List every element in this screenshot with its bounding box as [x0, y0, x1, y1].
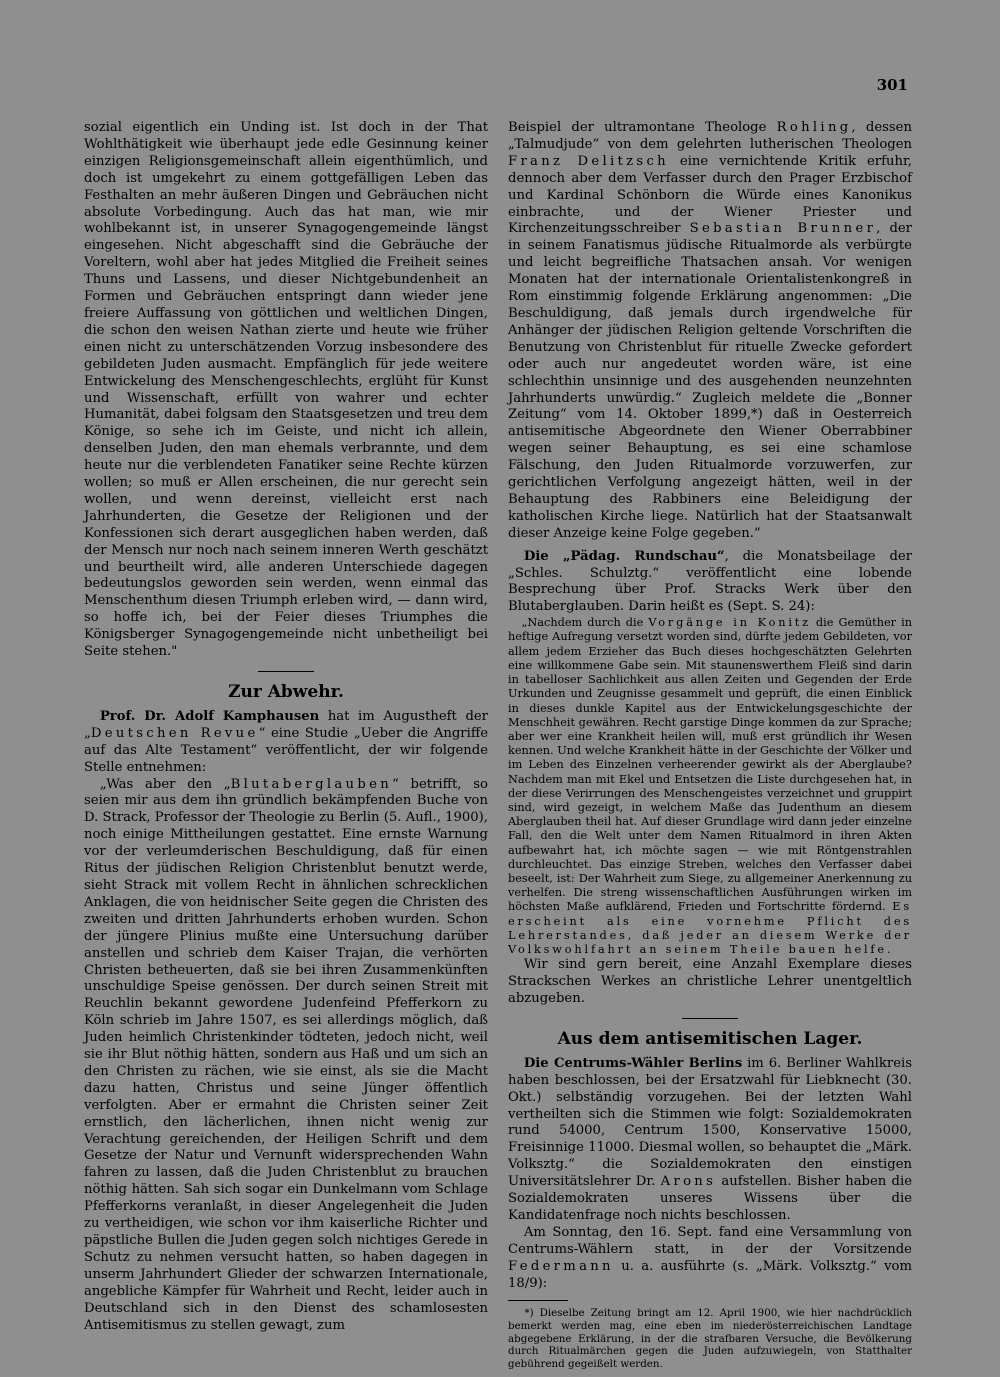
- footnote: *) Dieselbe Zeitung bringt am 12. April 1900, wie hier nachdrücklich bemerkt werden mag, eine eben im niederösterreichischen Landtage abgegebene Erklärung, in der die strafbaren Versuche, die Bevölkerung durch Ritualmärchen gegen die Juden aufzuwiegeln, von Statthalter gebührend gegeißelt werden.: [508, 1307, 912, 1370]
- text-run: „Was aber den „: [99, 776, 231, 792]
- text-run: hat im Augustheft der „: [84, 708, 488, 741]
- text-run: , der in seinem Fanatismus jüdische Ritualmorde als verbürgte und leicht begreifliche Thatsachen ansah. Vor wenigen Monaten hat der internationale Orientalistenkongreß in Rom einstimmig folgende Erklärung angenommen: „Die Beschuldigung, daß jemals durch irgendwelche für Anhänger der jüdischen Religion geltende Vorschriften die Benutzung von Christenblut für rituelle Zwecke gefordert oder auch nur angedeutet worden wäre, ist eine schlechthin unsinnige und des ausgehenden neunzehnten Jahrhunderts unwürdig.“ Zugleich meldete die „Bonner Zeitung“ vom 14. Oktober 1899,*) daß in Oesterreich antisemitische Abgeordnete den Wiener Oberrabbiner wegen seiner Behauptung, es sei eine schamlose Fälschung, den Juden Ritualmorde vorzuwerfen, zur gerichtlichen Verfolgung angezeigt hätten, weil in der Behauptung des Rabbiners eine Beleidigung der katholischen Kirche liege. Natürlich hat der Staatsanwalt dieser Anzeige keine Folge gegeben.“: [508, 221, 912, 541]
- text-run: “ betrifft, so seien mir aus dem ihn gründlich bekämpfenden Buche von D. Strack, Professor der Theologie zu Berlin (5. Aufl., 1900), noch einige Mittheilungen gestattet. Eine ernste Warnung vor der verleumderischen Beschuldigung, daß für einen Ritus der jüdischen Religion Christenblut benutzt werde, sieht Strack mit vollem Recht in ähnlichen schrecklichen Anklagen, die von heidnischer Seite gegen die Christen des zweiten und dritten Jahrhunderts erhoben wurden. Schon der jüngere Plinius mußte eine Untersuchung darüber anstellen und schrieb dem Kaiser Trajan, die verhörten Christen betheuerten, daß sie bei ihren Zusammenkünften unschuldige Speise genössen. Der durch seinen Streit mit Reuchlin bekannt gewordene Judenfeind Pfefferkorn zu Köln schrieb im Jahre 1507, es sei allerdings möglich, daß Juden heimlich Christenkinder tödteten, jedoch nicht, weil sie ihr Blut nöthig hätten, sondern aus Haß und um sich an den Christen zu rächen, wie sie einst, als sie die Macht dazu hatten, Christus und seine Jünger öffentlich verfolgten. Aber er ermahnt die Christen seiner Zeit ernstlich, den lächerlichen, ihnen nicht wenig zur Verachtung gereichenden, der Heiligen Schrift und dem Gesetze der Natur und Vernunft widersprechenden Wahn fahren zu lassen, daß die Juden Christenblut zu brauchen nöthig hätten. Sah sich sogar ein Dunkelmann vom Schlage Pfefferkorns veranlaßt, in dieser Angelegenheit die Juden zu vertheidigen, wie schon vor ihm kaiserliche Richter und päpstliche Bullen die Juden gegen solch nichtiges Gerede in Schutz zu nehmen versucht hatten, so haben dagegen in unserm Jahrhundert Glieder der schwarzen Internationale, angebliche Kämpfer für Wahrheit und Recht, leider auch in Deutschland sich in den Dienst des schamlosesten Antisemitismus zu stellen gewagt, zum: [84, 776, 488, 1333]
- section-heading-antisemitischen-lager: Aus dem antisemitischen Lager.: [557, 1028, 863, 1049]
- text-run: , die Monatsbeilage der „Schles. Schulztg.“ veröffentlicht eine lobende Besprechung über Prof. Stracks Werk über den Blutaberglauben. Darin heißt es (Sept. S. 24):: [508, 548, 913, 615]
- text-run: die Gemüther in heftige Aufregung versetzt worden sind, dürfte jedem Gebildeten, vor allem jedem Erzieher das Buch dieses hochgeschätzten Gelehrten eine willkommene Gabe sein. Mit staunenswerthem Fleiß sind darin in tabelloser Sachlichkeit aus allen Zeiten und Gegenden der Erde Urkunden und Zeugnisse gesammelt und geprüft, die einen Einblick in dieses dunkle Kapitel aus der Entwickelungsgeschichte der Menschheit gewähren. Recht garstige Dinge kommen da zur Sprache; aber wer eine Krankheit heilen will, muß erst gründlich ihr Wesen kennen. Und welche Krankheit hätte in der Geschichte der Völker und im Leben des Einzelnen verheerender gewirkt als der Aberglaube? Nachdem man mit Ekel und Entsetzen die Liste durchgesehen hat, in der diese Verirrungen des Menschengeistes verzeichnet und gruppirt sind, wird gezeigt, in welchem Maße das Judenthum an diesem Aberglauben theil hat. Auf dieser Grundlage wird dann jeder einzelne Fall, den die Welt unter dem Namen Ritualmord in ihren Akten aufbewahrt hat, ich möchte sagen — wie mit Röntgenstrahlen durchleuchtet. Das einzige Streben, welches den Verfasser dabei beseelt, ist: Der Wahrheit zum Siege, zu allgemeiner Anerkennung zu verhelfen. Die streng wissenschaftlichen Ausführungen wirken im höchsten Maße aufklärend, Frieden und Fortschritte fördernd.: [508, 616, 912, 914]
- name-rohling: Rohling: [776, 120, 852, 135]
- text-run: Beispiel der ultramontane Theologe: [508, 120, 777, 135]
- paragraph-paedag-rundschau: [508, 549, 912, 617]
- name-delitzsch: Franz Delitzsch: [508, 153, 669, 169]
- journal-title: Deutschen Revue: [90, 725, 259, 741]
- text-run: „Nachdem durch die: [521, 616, 649, 630]
- text-run: “ eine Studie „Ueber die Angriffe auf das Alte Testament“ veröffentlicht, der wir folgende Stelle entnehmen:: [84, 725, 488, 775]
- text-run: eine vernichtende Kritik erfuhr, dennoch aber dem Verfasser durch den Prager Erzbischof und Kardinal Schönborn die Würde eines Kanonikus einbrachte, und der Wiener Priester und Kirchenzeitungsschreiber: [508, 153, 912, 237]
- page-number: 301: [876, 76, 908, 94]
- quote-emphasis: Es erscheint als eine vornehme Pflicht des Lehrerstandes, daß jeder an diesem Werke der Volkswohlfahrt an seinem Theile bauen helfe.: [508, 900, 912, 956]
- item-title: Die Centrums-Wähler Berlins: [523, 1055, 743, 1071]
- item-title: Die „Pädag. Rundschau“: [523, 548, 725, 564]
- paragraph-centrums-waehler: [508, 1056, 912, 1225]
- name-brunner: Sebastian Brunner: [689, 221, 877, 237]
- quote-block: [508, 616, 912, 957]
- footnote-rule: [508, 1300, 568, 1301]
- name-arons: Arons: [660, 1174, 717, 1190]
- text-run: u. a. ausführte (s. „Märk. Volksztg.“ vom 18/9):: [508, 1258, 912, 1291]
- text-run: aufstellen. Bisher haben die Sozialdemokraten unseres Wissens über die Kandidatenfrage noch nichts beschlossen.: [508, 1174, 913, 1223]
- left-column: [84, 120, 488, 1334]
- paragraph-continuation-right: [508, 120, 912, 543]
- text-run: Am Sonntag, den 16. Sept. fand eine Versammlung von Centrums-Wählern statt, in der der Vorsitzende: [508, 1224, 912, 1257]
- section-divider: [258, 671, 314, 672]
- name-federmann: Federmann: [508, 1258, 614, 1274]
- right-column: [508, 120, 912, 1370]
- text-run: im 6. Berliner Wahlkreis haben beschlossen, bei der Ersatzwahl für Liebknecht (30. Okt.) selbständig vorzugehen. Bei der letzten Wahl vertheilten sich die Stimmen wie folgt: Sozialdemokraten rund 54000, Centrum 1500, Konservative 15000, Freisinnige 11000. Diesmal wollen, so behauptet die „Märk. Volksztg.“ die Sozialdemokraten den einstigen Universitätslehrer Dr.: [508, 1055, 912, 1190]
- term-konitz: Vorgänge in Konitz: [648, 616, 811, 630]
- section-heading-zur-abwehr: Zur Abwehr.: [228, 682, 344, 702]
- paragraph-versammlung: [508, 1225, 912, 1293]
- paragraph-kamphausen: [84, 709, 488, 777]
- text-run: , dessen „Talmudjude“ von dem gelehrten lutherischen Theologen: [508, 120, 912, 152]
- paragraph-continuation: sozial eigentlich ein Unding ist. Ist doch in der That Wohlthätigkeit wie überhaupt jede edle Gesinnung keiner einzigen Religionsgemeinschaft allein eigenthümlich, und doch ist umgekehrt zu einem gottgefälligen Leben das Festhalten an mehr äußeren Dingen und Gebräuchen nicht absolute Vorbedingung. Auch das hat man, wie mir wohlbekannt ist, in unserer Synagogengemeinde längst eingesehen. Nicht abgeschafft sind die Gebräuche der Voreltern, wohl aber hat jedes Mitglied die Freiheit seines Thuns und Lassens, und dieser Nichtgebundenheit an Formen und Gebräuchen entspringt dann wieder jene freiere Auffassung von göttlichen und weltlichen Dingen, die schon den weisen Nathan zierte und heute wie früher einen nicht zu unterschätzenden Vorzug insbesondere des gebildeten Juden ausmacht. Empfänglich für jede weitere Entwickelung des Menschengeschlechts, erglüht für Kunst und Wissenschaft, erfüllt von wahrer und echter Humanität, dabei folgsam den Staatsgesetzen und treu dem Könige, so sehe ich im Geiste, und nicht ich allein, denselben Juden, den man ehemals verbrannte, und dem heute nur die verblendeten Fanatiker seine Rechte kürzen wollen; so muß er Allen erscheinen, die nur gerecht sein wollen, und wenn dereinst, vielleicht erst nach Jahrhunderten, die Gesetze der Religionen und der Konfessionen sich derart ausgeglichen haben werden, daß der Mensch nur noch nach seinem inneren Werth geschätzt und beurtheilt wird, alle anderen Unterschiede dagegen bedeutungslos geworden sein werden, wenn einmal das Menschenthum diesen Triumph erleben wird, — dann wird, so hoffe ich, bei der Feier dieses Triumphes die Königsberger Synagogengemeinde nicht unbetheiligt bei Seite stehen.": [84, 120, 488, 660]
- term-blutaberglauben: Blutaberglauben: [230, 776, 392, 792]
- paragraph-quote-blutaberglauben: [84, 777, 488, 1335]
- author-name: Prof. Dr. Adolf Kamphausen: [99, 708, 320, 724]
- section-divider: [682, 1018, 738, 1019]
- paragraph-offer: Wir sind gern bereit, eine Anzahl Exemplare dieses Strackschen Werkes an christliche Lehrer unentgeltlich abzugeben.: [508, 957, 912, 1006]
